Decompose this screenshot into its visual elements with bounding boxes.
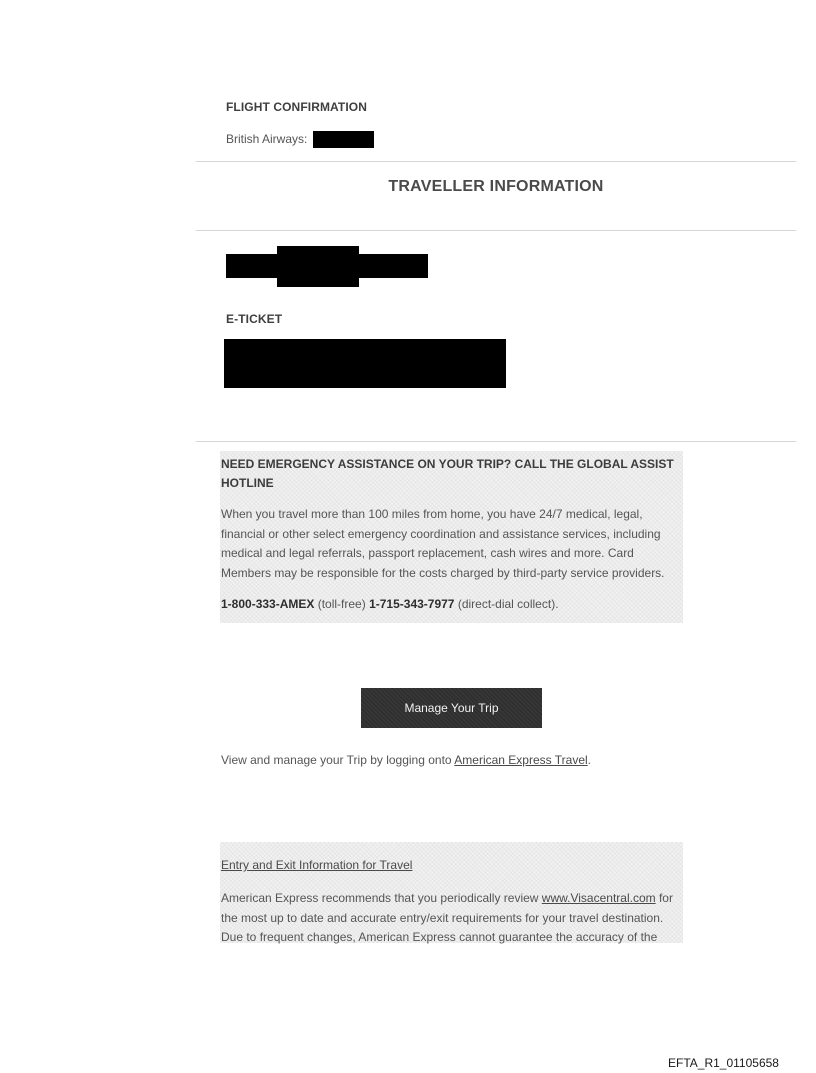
phone-direct-note: (direct-dial collect).	[457, 597, 559, 611]
divider-top	[196, 161, 796, 162]
emergency-title-line-2: HOTLINE	[221, 476, 274, 490]
phone-tollfree-note: (toll-free)	[317, 597, 366, 611]
traveller-information-heading: TRAVELLER INFORMATION	[388, 178, 604, 195]
emergency-title-line-1: NEED EMERGENCY ASSISTANCE ON YOUR TRIP? CALL THE GLOBAL ASSIST	[221, 457, 674, 471]
entry-exit-line-1-suffix: for	[655, 891, 673, 905]
emergency-body-line-1: When you travel more than 100 miles from home, you have 24/7 medical, legal,	[221, 507, 643, 521]
e-ticket-label: E-TICKET	[226, 312, 283, 326]
e-ticket-number-redaction	[224, 339, 506, 388]
phone-direct[interactable]: 1-715-343-7977	[369, 597, 455, 611]
document-id: EFTA_R1_01105658	[668, 1056, 779, 1070]
emergency-phone-line	[221, 595, 691, 614]
confirmation-code-redaction	[313, 131, 374, 148]
flight-confirmation-label: FLIGHT CONFIRMATION	[226, 100, 367, 114]
emergency-body-line-3: medical and legal referrals, passport replacement, cash wires and more. Card	[221, 546, 634, 560]
emergency-body	[221, 505, 691, 583]
phone-tollfree[interactable]: 1-800-333-AMEX	[221, 597, 315, 611]
divider-emergency	[196, 441, 796, 442]
divider-traveller	[196, 230, 796, 231]
manage-trip-text	[221, 751, 781, 771]
entry-exit-line-3: Due to frequent changes, American Express cannot guarantee the accuracy of the	[221, 930, 658, 944]
entry-exit-line-1	[221, 889, 691, 909]
american-express-travel-link[interactable]: American Express Travel	[454, 753, 588, 767]
emergency-title	[221, 455, 691, 493]
entry-exit-line-2: the most up to date and accurate entry/exit requirements for your travel destination.	[221, 910, 664, 925]
airline-row	[226, 132, 307, 146]
emergency-body-line-2: financial or other select emergency coordination and assistance services, including	[221, 526, 661, 541]
visacentral-link[interactable]: www.Visacentral.com	[541, 891, 656, 905]
entry-exit-heading	[221, 856, 412, 876]
entry-exit-line-1-prefix: American Express recommends that you periodically review	[221, 891, 542, 905]
traveller-name-redaction-block	[277, 246, 359, 287]
manage-trip-text-suffix: .	[587, 753, 592, 767]
manage-trip-text-prefix: View and manage your Trip by logging onto	[221, 753, 455, 767]
entry-exit-body	[221, 889, 691, 948]
airline-label: British Airways:	[226, 132, 308, 146]
emergency-body-line-4: Members may be responsible for the costs charged by third-party service providers.	[221, 565, 665, 580]
entry-exit-info-link[interactable]: Entry and Exit Information for Travel	[221, 858, 413, 872]
manage-your-trip-button[interactable]: Manage Your Trip	[361, 688, 542, 728]
